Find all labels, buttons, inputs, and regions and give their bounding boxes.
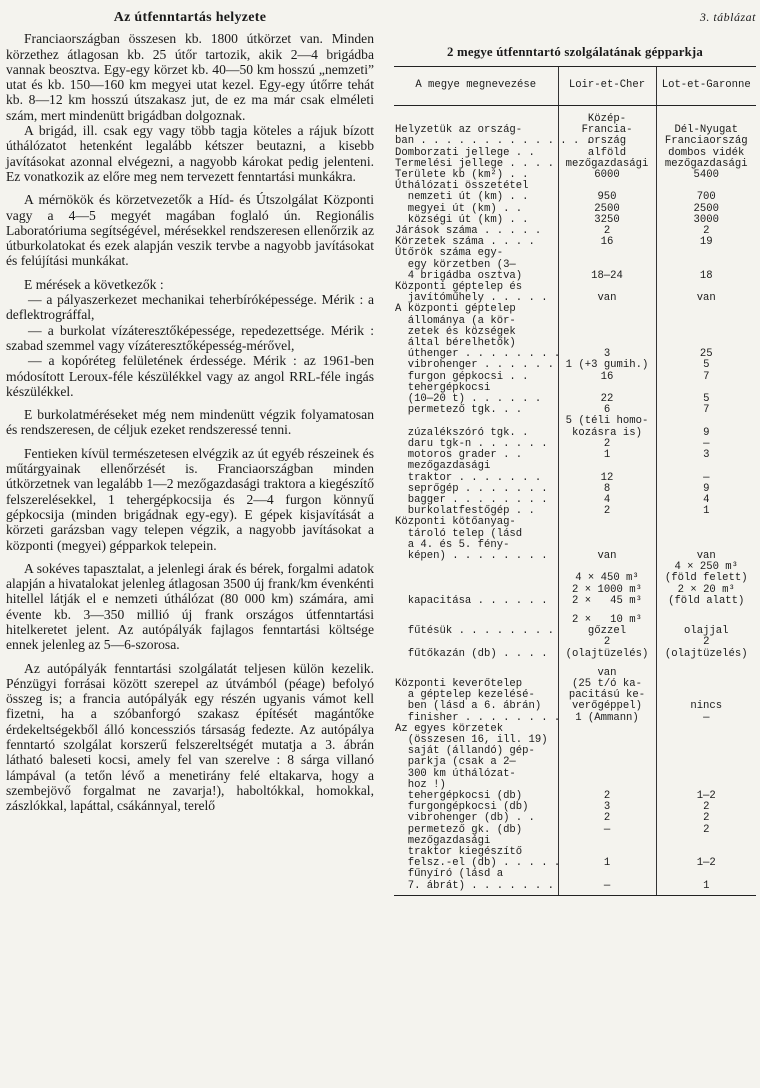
row-label: daru tgk-n . . . . . . [395, 437, 548, 450]
table-row [394, 637, 756, 659]
row-label: furgongépkocsi (db) [395, 801, 529, 814]
table-row [394, 836, 756, 870]
row-label: permetező tgk. . . [395, 404, 523, 417]
row-label: permetező gk. (db) [395, 823, 523, 836]
row-label: A központi géptelep állománya (a kör- zetek és községek által bérelhetők) [395, 303, 516, 350]
table-row [394, 724, 756, 791]
cell-lot-et-garonne: 4 [656, 495, 756, 506]
table-row [394, 461, 756, 483]
row-label: burkolatfestőgép . . [395, 505, 535, 518]
row-label: fűnyíró (lásd a 7. ábrát) . . . . . . . [394, 869, 558, 895]
row-label: községi út (km) . . [395, 213, 529, 226]
paragraph: E burkolatméréseket még nem mindenütt végzik folyamatosan és rendszeresen, de céljuk ezeket rendszeressé tenni. [6, 407, 374, 438]
cell-loir-et-cher: 2 [558, 791, 656, 802]
row-label: fűtésük . . . . . . . . [395, 625, 554, 638]
cell-loir-et-cher: 18—24 [558, 248, 656, 282]
cell-loir-et-cher: 950 [558, 181, 656, 203]
row-label: Központi kötőanyag- tároló telep (lásd a 4. és 5. fény- képen) . . . . . . . . [395, 516, 548, 562]
row-label: Körzetek száma . . . . [395, 236, 535, 249]
paragraph: A brigád, ill. csak egy vagy több tagja köteles a rájuk bízott úthálózatot hetenként legalább kétszer beutazni, a kisebb javításokat azonnal elvégezni, a nagyobb károkat pedig jelenteni. Ez vonatkozik az előre meg nem tervezett fenntartási munkákra. [6, 123, 374, 184]
table-row [394, 607, 756, 637]
article-column [6, 10, 374, 814]
row-label: Helyzetük az ország- ban . . . . . . . . . . . . . . [395, 124, 593, 148]
table-row [394, 660, 756, 713]
cell-lot-et-garonne: van [656, 282, 756, 304]
row-label: finisher . . . . . . . . [395, 711, 561, 724]
article-title: Az útfenntartás helyzete [113, 10, 267, 25]
cell-lot-et-garonne: 700 [656, 181, 756, 203]
paragraph: Fentieken kívül természetesen elvégzik az út egyéb részeinek és műtárgyainak ellenőrzését is. Franciaországban minden útkörzetnek van legalább 1—2 mezőgazdasági traktora a kiegészítő felszerelésekkel, 1 tehergépkocsija és 2—4 furgon könnyű gépkocsija (minden brigádnak egy-egy). E gépek kisjavítását a körzeti garázsban vagy telepen végzik, a nagyobb javításokat a központi (megyei) gépparkok telepein. [6, 445, 374, 553]
cell-loir-et-cher: 1 [558, 836, 656, 870]
cell-lot-et-garonne: 5 [656, 383, 756, 405]
cell-loir-et-cher: 2 [558, 506, 656, 517]
row-label: furgon gépkocsi . . [395, 370, 529, 383]
row-label: Központi géptelep és javítóműhely . . . . . [395, 281, 548, 305]
row-label: mezőgazdasági traktor . . . . . . . [407, 460, 542, 484]
cell-loir-et-cher: 6000 [558, 170, 656, 181]
column-header: Loir-et-Cher [558, 67, 656, 106]
row-label: Központi keverőtelep a géptelep kezelésé- ben (lásd a 6. ábrán) [395, 677, 542, 713]
row-label: motoros grader . . [395, 449, 523, 462]
cell-loir-et-cher: Közép- Francia- ország [558, 106, 656, 148]
cell-lot-et-garonne: van [656, 517, 756, 562]
row-label: megyei út (km) . . [395, 202, 523, 215]
column-header: A megye megnevezése [394, 67, 558, 106]
cell-loir-et-cher: van [558, 517, 656, 562]
cell-loir-et-cher: 4 × 450 m³ 2 × 1000 m³ 2 × 45 m³ [558, 562, 656, 607]
cell-loir-et-cher: 2 (olajtüzelés) [558, 637, 656, 659]
cell-lot-et-garonne: 2 (olajtüzelés) [656, 637, 756, 659]
cell-loir-et-cher: 2 [558, 813, 656, 824]
table-number: 3. táblázat [699, 10, 756, 24]
paragraph: A sokéves tapasztalat, a jelenlegi árak és bérek, forgalmi adatok alapján a hivatalokat jelenleg átlagosan 3500 új frank/km évenkénti hitellel látják el e nemzeti úthálózat (80 000 km) számára, ami évente kb. 3—350 millió új frank országos útfenntartási hitelkeretet jelent. Az autópályák fajlagos fenntartási költsége ennek jelenleg az 5—6-szorosa. [6, 560, 374, 653]
cell-lot-et-garonne: 9 [656, 416, 756, 438]
cell-lot-et-garonne: dombos vidék [656, 148, 756, 159]
cell-lot-et-garonne: 4 × 250 m³ (föld felett) 2 × 20 m³ (föld alatt) [656, 562, 756, 607]
cell-lot-et-garonne: — [656, 439, 756, 450]
list-item: — a pályaszerkezet mechanikai teherbíróképessége. Mérik : a deflektrográffal, [6, 292, 374, 323]
paragraph: Franciaországban összesen kb. 1800 útkörzet van. Minden körzethez átlagosan kb. 25 útőr tartozik, akik 2—4 brigádba vannak beosztva. Egy-egy körzet kb. 40—50 km hosszú „nemzeti” utat és kb. 150—160 km megyei utat kezel. Egy-egy útőrre tehát kb. 8—12 km hosszú útszakasz jut, de ez ma már csak elméleti szám, mert mindenütt brigádban dolgoznak. [6, 31, 374, 123]
cell-loir-et-cher [558, 304, 656, 349]
cell-loir-et-cher: 2 [558, 226, 656, 237]
cell-lot-et-garonne: 18 [656, 248, 756, 282]
cell-loir-et-cher: van (25 t/ó ka- pacitású ke- verőgéppel) [558, 660, 656, 713]
cell-loir-et-cher: — [558, 825, 656, 836]
cell-lot-et-garonne: — [656, 713, 756, 724]
cell-loir-et-cher: 16 [558, 237, 656, 248]
table-row [394, 869, 756, 895]
cell-lot-et-garonne: 3000 [656, 215, 756, 226]
cell-lot-et-garonne: 2 [656, 226, 756, 237]
row-label: Domborzati jellege . . [395, 146, 535, 159]
row-label: Úthálózati összetétel nemzeti út (km) . . [395, 180, 529, 204]
cell-lot-et-garonne: 1 [656, 506, 756, 517]
paragraph: Az autópályák fenntartási szolgálatát teljesen külön kezelik. Pénzügyi forrásai között szerepel az útvámból (péage) befolyó összeg is; a francia autópályák egy részén ugyanis vámot kell fizetni, ha a szóbanforgó szakasz építését magántőke érdekeltségekből álló koncessziós társaság fedezte. Az autópálya fenntartó szolgálat korszerű felszereltségét mutatja a 3. ábrán látható baleseti kocsi, amely fel van szerelve : 8 sárga villanó lámpával (a tetőn lévő a menetirány felé eltakarva, hogy a szembejövő forgalmat ne zavarja!), haboltókkal, homokkal, zászlókkal, lapáttal, csákánnyal, terelő [6, 660, 374, 814]
table-row [394, 813, 756, 824]
cell-loir-et-cher: 4 [558, 495, 656, 506]
row-label: vibrohenger . . . . . . [395, 359, 554, 372]
cell-loir-et-cher: 2500 [558, 204, 656, 215]
cell-loir-et-cher: 1 (Ammann) [558, 713, 656, 724]
cell-lot-et-garonne: 9 [656, 484, 756, 495]
cell-lot-et-garonne: 2 [656, 813, 756, 824]
cell-lot-et-garonne: 7 [656, 372, 756, 383]
table-column [394, 10, 756, 896]
table-title: 2 megye útfenntartó szolgálatának gépparkja [447, 45, 703, 59]
table-row [394, 248, 756, 282]
row-label: úthenger . . . . . . . . [395, 348, 561, 361]
row-label: Útőrök száma egy- egy körzetben (3— 4 brigádba osztva) [395, 247, 523, 282]
row-label: tehergépkocsi (db) [395, 789, 523, 802]
cell-loir-et-cher: 6 [558, 405, 656, 416]
row-label: fűtőkazán (db) . . . . [395, 647, 548, 660]
cell-loir-et-cher: 2 [558, 439, 656, 450]
cell-loir-et-cher: 16 [558, 372, 656, 383]
machinery-table [394, 66, 756, 896]
row-label: bagger . . . . . . . . [395, 493, 548, 506]
cell-loir-et-cher: mezőgazdasági [558, 159, 656, 170]
cell-loir-et-cher: 1 [558, 450, 656, 461]
cell-loir-et-cher [558, 724, 656, 791]
row-label: vibrohenger (db) . . [395, 812, 535, 825]
table-row [394, 383, 756, 405]
row-label: zúzalékszóró tgk. . [395, 426, 529, 439]
row-label: Járások száma . . . . . [395, 225, 542, 238]
cell-lot-et-garonne: 1—2 [656, 836, 756, 870]
list-item: — a kopóréteg felületének érdessége. Mérik : az 1961-ben módosított Leroux-féle készülékkel vagy az angol RRL-féle ingás készülékkel. [6, 353, 374, 399]
row-label: Termelési jellege . . . . [395, 157, 554, 170]
cell-lot-et-garonne: 1—2 [656, 791, 756, 802]
cell-loir-et-cher: 22 [558, 383, 656, 405]
table-body [394, 106, 756, 896]
table-header-row [394, 67, 756, 106]
cell-lot-et-garonne: 2 [656, 802, 756, 813]
cell-loir-et-cher: alföld [558, 148, 656, 159]
cell-lot-et-garonne: 25 [656, 349, 756, 360]
cell-loir-et-cher: 2 × 10 m³ gőzzel [558, 607, 656, 637]
cell-lot-et-garonne: olajjal [656, 607, 756, 637]
cell-lot-et-garonne [656, 724, 756, 791]
row-label: mezőgazdasági traktor kiegészítő felsz.-el (db) . . . . . [407, 834, 561, 870]
cell-loir-et-cher: — [558, 869, 656, 895]
cell-lot-et-garonne: 19 [656, 237, 756, 248]
table-row [394, 106, 756, 148]
cell-lot-et-garonne: 3 [656, 450, 756, 461]
cell-lot-et-garonne: 5 [656, 360, 756, 371]
row-label: Az egyes körzetek (összesen 16, ill. 19) saját (állandó) gép- parkja (csak a 2— 300 km úthálózat- hoz !) [395, 722, 548, 791]
cell-lot-et-garonne: nincs [656, 660, 756, 713]
row-label: kapacitása . . . . . . [395, 594, 548, 607]
table-row [394, 360, 756, 371]
table-row [394, 562, 756, 607]
cell-loir-et-cher: 3250 [558, 215, 656, 226]
cell-lot-et-garonne [656, 304, 756, 349]
cell-loir-et-cher: 3 [558, 802, 656, 813]
cell-loir-et-cher: 1 (+3 gumih.) [558, 360, 656, 371]
paragraph: E mérések a következők : [24, 276, 164, 292]
table-row [394, 181, 756, 203]
table-row [394, 282, 756, 304]
cell-loir-et-cher: van [558, 282, 656, 304]
cell-lot-et-garonne: 2500 [656, 204, 756, 215]
table-row [394, 416, 756, 438]
cell-loir-et-cher: 3 [558, 349, 656, 360]
table-row [394, 517, 756, 562]
cell-lot-et-garonne: — [656, 461, 756, 483]
cell-lot-et-garonne: 2 [656, 825, 756, 836]
list-item: — a burkolat vízáteresztőképessége, repedezettsége. Mérik : szabad szemmel vagy vízáteresztőképesség-mérővel, [6, 322, 374, 353]
paragraph: A mérnökök és körzetvezetők a Híd- és Útszolgálat Központi vagy a 4—5 megyét magában foglaló ún. Regionális Laboratóriuma segítségével, mérésekkel rendszeresen ellenőrzik az útburkolatokat és ezek alapján veszik tervbe a nagyobb javításokat és felújítási munkákat. [6, 192, 374, 269]
cell-loir-et-cher: 12 [558, 461, 656, 483]
row-label: seprőgép . . . . . . . [395, 482, 548, 495]
row-label: Területe kb (km²) . . [395, 169, 529, 182]
cell-loir-et-cher: 8 [558, 484, 656, 495]
column-header: Lot-et-Garonne [656, 67, 756, 106]
cell-lot-et-garonne: 1 [656, 869, 756, 895]
cell-lot-et-garonne: mezőgazdasági [656, 159, 756, 170]
cell-lot-et-garonne: 5400 [656, 170, 756, 181]
cell-lot-et-garonne: Dél-Nyugat Franciaország [656, 106, 756, 148]
row-label: tehergépkocsi (10—20 t) . . . . . . [407, 381, 542, 406]
cell-lot-et-garonne: 7 [656, 405, 756, 416]
table-row [394, 304, 756, 349]
cell-loir-et-cher: 5 (téli homo- kozásra is) [558, 416, 656, 438]
